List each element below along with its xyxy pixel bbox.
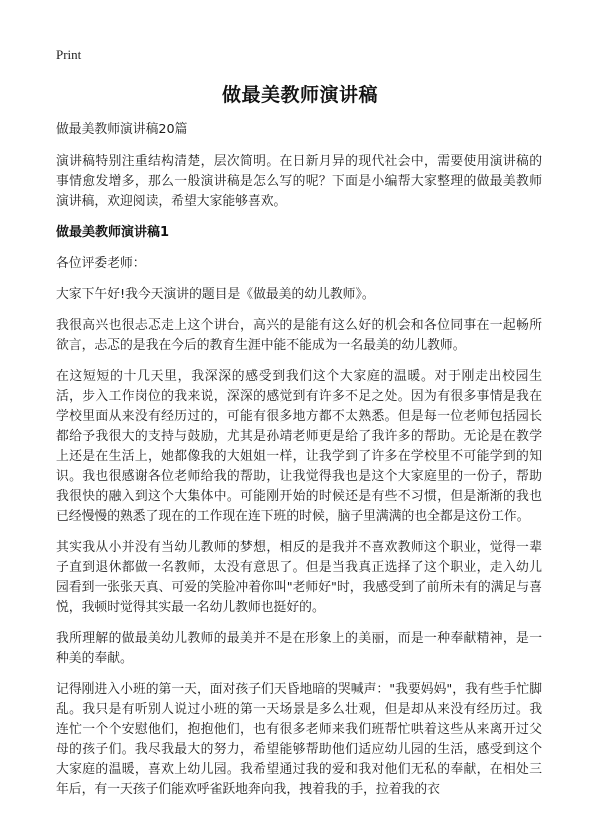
paragraph: 在这短短的十几天里，我深深的感受到我们这个大家庭的温暖。对于刚走出校园生活，步入工作岗位的我来说，深深的感觉到有许多不足之处。因为有很多事情是我在学校里面从来没有经历过的，可能有很多地方都不太熟悉。但是每一位老师包括园长都给予我很大的支持与鼓励，尤其是孙靖老师更是给了我许多的帮助。无论是在教学上还是在生活上，她都像我的大姐姐一样，让我学到了许多在学校里不可能学到的知识。我也很感谢各位老师给我的帮助，让我觉得我也是这个大家庭里的一份子，帮助我很快的融入到这个大集体中。可能刚开始的时候还是有些不习惯，但是渐渐的我也已经慢慢的熟悉了现在的工作现在连下班的时候，脑子里满满的也全都是这份工作。 [56, 369, 542, 524]
section-heading: 做最美教师演讲稿1 [56, 225, 170, 240]
paragraph: 其实我从小并没有当幼儿教师的梦想，相反的是我并不喜欢教师这个职业，觉得一辈子直到退休都做一名教师，太没有意思了。但是当我真正选择了这个职业，走入幼儿园看到一张张天真、可爱的笑脸冲着你叫"老师好"时，我感受到了前所未有的满足与喜悦，我顿时觉得其实最一名幼儿教师也挺好的。 [56, 540, 542, 615]
paragraph: 我所理解的做最美幼儿教师的最美并不是在形象上的美丽，而是一种奉献精神，是一种美的奉献。 [56, 631, 542, 666]
paragraph: 记得刚进入小班的第一天，面对孩子们天昏地暗的哭喊声："我要妈妈"，我有些手忙脚乱。我只是有听别人说过小班的第一天场景是多么壮观，但是却从来没有经历过。我连忙一个个安慰他们，抱抱他们，也有很多老师来我们班帮忙哄着这些从来离开过父母的孩子们。我尽我最大的努力，希望能够帮助他们适应幼儿园的生活，感受到这个大家庭的温暖，喜欢上幼儿园。我希望通过我的爱和我对他们无私的奉献，在相处三年后，有一天孩子们能欢呼雀跃地奔向我，拽着我的手，拉着我的衣 [56, 682, 542, 797]
document-title: 做最美教师演讲稿 [221, 84, 378, 106]
salutation: 各位评委老师： [56, 256, 146, 271]
print-link[interactable]: Print [56, 47, 82, 62]
document-body [56, 120, 542, 811]
paragraph: 我很高兴也很忐忑走上这个讲台，高兴的是能有这么好的机会和各位同事在一起畅所欲言，忐忑的是我在今后的教育生涯中能不能成为一名最美的幼儿教师。 [56, 318, 542, 353]
paragraph: 大家下午好!我今天演讲的题目是《做最美的幼儿教师》。 [56, 287, 375, 302]
intro-paragraph: 演讲稿特别注重结构清楚，层次简明。在日新月异的现代社会中，需要使用演讲稿的事情愈发增多，那么一般演讲稿是怎么写的呢？下面是小编帮大家整理的做最美教师演讲稿，欢迎阅读，希望大家能够喜欢。 [56, 154, 542, 209]
document-subtitle: 做最美教师演讲稿20篇 [56, 122, 188, 137]
